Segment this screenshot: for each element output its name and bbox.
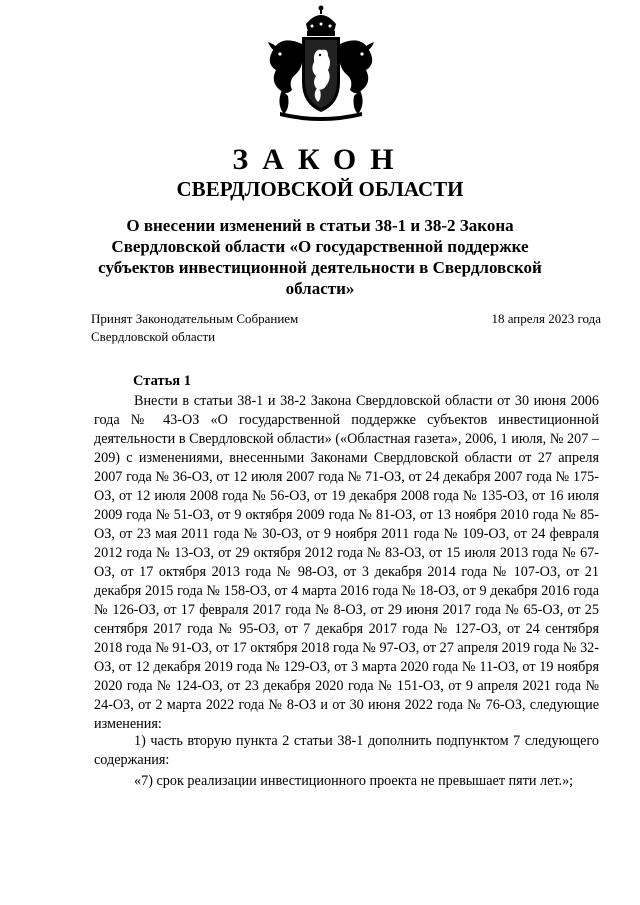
ribbon-icon [280,112,362,121]
left-sable-supporter [268,40,302,114]
amendment-item-paragraph: 1) часть вторую пункта 2 статьи 38-1 дополнить подпунктом 7 следующего содержания: [94,733,599,768]
document-type-title: ЗАКОН [232,143,408,176]
article-heading: Статья 1 [133,373,191,389]
adopted-by-text: Принят Законодательным Собранием Свердловской области [91,311,299,344]
amendment-quote-paragraph: «7) срок реализации инвестиционного проекта не превышает пяти лет.»; [134,773,574,789]
adoption-date: 18 апреля 2023 года [491,311,601,326]
shield-icon [302,37,340,112]
article-intro-paragraph: Внести в статьи 38-1 и 38-2 Закона Свердловской области от 30 июня 2006 года № 43-ОЗ «О государственной поддержке субъектов инвестиционной деятельности в Свердловской области» («Областная газета», 2006, 1 июля, № 207 – 209) с изменениями, внесенными Законами Свердловской области от 27 апреля 2007 года № 36-ОЗ, от 12 июля 2007 года № 71-ОЗ, от 24 декабря 2007 года № 175-ОЗ, от 12 июля 2008 года № 56-ОЗ, от 19 декабря 2008 года № 135-ОЗ, от 16 июля 2009 года № 51-ОЗ, от 9 октября 2009 года № 81-ОЗ, от 13 ноября 2010 года № 85-ОЗ, от 23 мая 2011 года № 30-ОЗ, от 9 ноября 2011 года № 109-ОЗ, от 24 февраля 2012 года № 13-ОЗ, от 29 октября 2012 года № 83-ОЗ, от 15 июля 2013 года № 67-ОЗ, от 17 октября 2013 года № 98-ОЗ, от 3 декабря 2014 года № 107-ОЗ, от 21 декабря 2015 года № 158-ОЗ, от 4 марта 2016 года № 18-ОЗ, от 9 декабря 2016 года № 126-ОЗ, от 17 февраля 2017 года № 8-ОЗ, от 29 июня 2017 года № 65-ОЗ, от 25 сентября 2017 года № 95-ОЗ, от 7 декабря 2017 года № 127-ОЗ, от 24 сентября 2018 года № 91-ОЗ, от 17 октября 2018 года № 97-ОЗ, от 27 апреля 2019 года № 32-ОЗ, от 12 декабря 2019 года № 129-ОЗ, от 3 марта 2020 года № 11-ОЗ, от 19 ноября 2020 года № 124-ОЗ, от 23 декабря 2020 года № 151-ОЗ, от 9 апреля 2021 года № 24-ОЗ, от 2 марта 2022 года № 8-ОЗ и от 30 июня 2022 года № 76-ОЗ, следующие изменения: [94,393,599,732]
crown-icon [306,6,336,37]
right-sable-supporter [340,40,374,114]
coat-of-arms-emblem [262,4,380,122]
region-title: СВЕРДЛОВСКОЙ ОБЛАСТИ [176,177,464,201]
law-name-heading: О внесении изменений в статьи 38-1 и 38-2 Закона Свердловской области «О государственной поддержке субъектов инвестиционной деятельности в Свердловской области» [98,216,542,298]
